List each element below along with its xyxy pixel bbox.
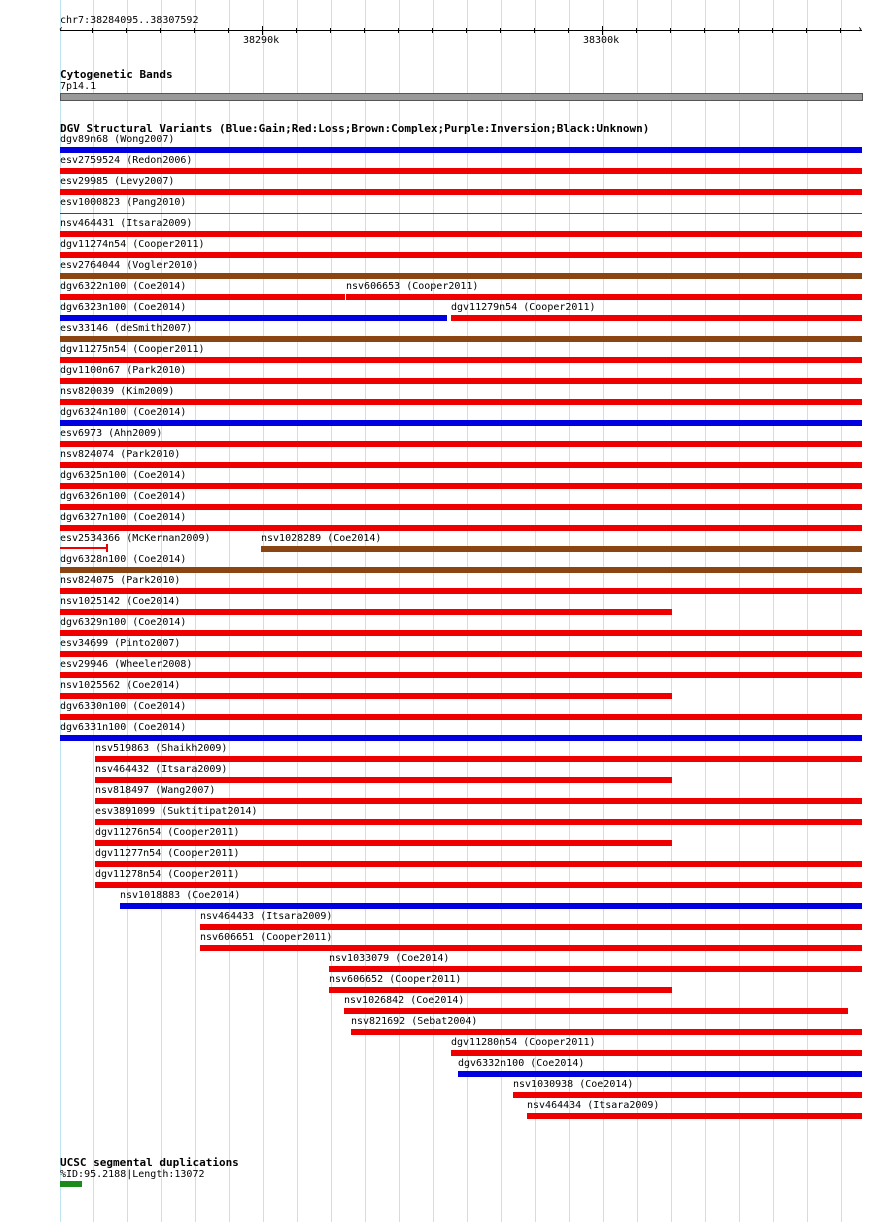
- sv-feature-label: nsv464433 (Itsara2009): [200, 911, 333, 922]
- ruler-minor-tick: [466, 28, 467, 33]
- sv-feature-bar[interactable]: [351, 1029, 862, 1035]
- sv-feature-label: dgv11275n54 (Cooper2011): [60, 344, 205, 355]
- sv-feature-label: esv33146 (deSmith2007): [60, 323, 193, 334]
- segdup-feature-bar[interactable]: [60, 1181, 82, 1187]
- sv-feature-label: esv6973 (Ahn2009): [60, 428, 163, 439]
- ruler-minor-tick: [126, 28, 127, 33]
- cytoband-bar[interactable]: [60, 93, 863, 101]
- sv-feature-bar[interactable]: [60, 420, 862, 426]
- sv-feature-label: dgv6328n100 (Coe2014): [60, 554, 187, 565]
- sv-feature-bar[interactable]: [458, 1071, 862, 1077]
- sv-feature-label: nsv606652 (Cooper2011): [329, 974, 462, 985]
- sv-feature-label: nsv818497 (Wang2007): [95, 785, 216, 796]
- sv-feature-bar[interactable]: [95, 819, 862, 825]
- sv-feature-label: dgv11278n54 (Cooper2011): [95, 869, 240, 880]
- sv-feature-label: dgv6331n100 (Coe2014): [60, 722, 187, 733]
- ruler-minor-tick: [840, 28, 841, 33]
- grid-line: [705, 0, 706, 1222]
- sv-feature-bar[interactable]: [60, 462, 862, 468]
- ruler-left-arrow-icon: ‹: [58, 24, 65, 35]
- sv-feature-label: nsv1028289 (Coe2014): [261, 533, 382, 544]
- sv-feature-label: dgv11279n54 (Cooper2011): [451, 302, 596, 313]
- ruler-minor-tick: [636, 28, 637, 33]
- sv-feature-bar[interactable]: [346, 294, 862, 300]
- sv-feature-bar[interactable]: [60, 504, 862, 510]
- sv-feature-label: nsv824075 (Park2010): [60, 575, 181, 586]
- sv-feature-label: dgv6325n100 (Coe2014): [60, 470, 187, 481]
- sv-feature-bar[interactable]: [95, 798, 862, 804]
- sv-feature-label: dgv6324n100 (Coe2014): [60, 407, 187, 418]
- sv-feature-bar[interactable]: [60, 231, 862, 237]
- ruler-minor-tick: [228, 28, 229, 33]
- sv-feature-bar[interactable]: [60, 630, 862, 636]
- sv-feature-bar[interactable]: [60, 399, 862, 405]
- sv-feature-label: nsv1018883 (Coe2014): [120, 890, 241, 901]
- sv-feature-label: nsv1025562 (Coe2014): [60, 680, 181, 691]
- sv-feature-label: esv2764044 (Vogler2010): [60, 260, 199, 271]
- ruler-minor-tick: [534, 28, 535, 33]
- sv-feature-bar[interactable]: [60, 588, 862, 594]
- sv-feature-bar[interactable]: [60, 252, 862, 258]
- sv-feature-bar[interactable]: [200, 945, 862, 951]
- ruler-tick-label-38300k: 38300k: [583, 35, 620, 46]
- sv-feature-bar[interactable]: [60, 609, 672, 615]
- ruler-major-tick: [602, 26, 603, 35]
- sv-feature-bar[interactable]: [60, 273, 862, 279]
- position-label: chr7:38284095..38307592: [60, 15, 199, 26]
- sv-feature-bar[interactable]: [120, 903, 862, 909]
- sv-feature-bar[interactable]: [60, 567, 862, 573]
- sv-feature-bar[interactable]: [95, 861, 862, 867]
- grid-line: [739, 0, 740, 1222]
- sv-feature-bar[interactable]: [60, 336, 862, 342]
- sv-feature-label: esv2534366 (McKernan2009): [60, 533, 211, 544]
- ruler-minor-tick: [160, 28, 161, 33]
- sv-feature-label: nsv1025142 (Coe2014): [60, 596, 181, 607]
- sv-feature-bar[interactable]: [60, 294, 345, 300]
- ruler-minor-tick: [398, 28, 399, 33]
- sv-feature-label: nsv464431 (Itsara2009): [60, 218, 193, 229]
- sv-feature-label: dgv11280n54 (Cooper2011): [451, 1037, 596, 1048]
- ruler-right-arrow-icon: ›: [857, 24, 864, 35]
- grid-line: [841, 0, 842, 1222]
- sv-feature-end-marker: [106, 544, 108, 552]
- segdup-track-title[interactable]: UCSC segmental duplications: [60, 1156, 239, 1169]
- cytoband-track-title[interactable]: Cytogenetic Bands: [60, 68, 173, 81]
- sv-feature-label: nsv1033079 (Coe2014): [329, 953, 450, 964]
- sv-feature-label: dgv1100n67 (Park2010): [60, 365, 187, 376]
- ruler-minor-tick: [568, 28, 569, 33]
- sv-feature-label: nsv1026842 (Coe2014): [344, 995, 465, 1006]
- sv-feature-bar[interactable]: [60, 483, 862, 489]
- sv-feature-label: nsv606653 (Cooper2011): [346, 281, 479, 292]
- sv-feature-bar[interactable]: [60, 378, 862, 384]
- sv-feature-bar[interactable]: [200, 924, 862, 930]
- sv-feature-label: dgv6329n100 (Coe2014): [60, 617, 187, 628]
- sv-feature-label: esv29946 (Wheeler2008): [60, 659, 193, 670]
- segdup-feature-label: %ID:95.2188|Length:13072: [60, 1169, 205, 1180]
- sv-feature-label: dgv6327n100 (Coe2014): [60, 512, 187, 523]
- sv-feature-bar[interactable]: [60, 357, 862, 363]
- sv-feature-label: dgv11274n54 (Cooper2011): [60, 239, 205, 250]
- sv-feature-bar[interactable]: [527, 1113, 862, 1119]
- sv-feature-bar[interactable]: [95, 840, 672, 846]
- sv-feature-bar[interactable]: [513, 1092, 862, 1098]
- ruler-minor-tick: [194, 28, 195, 33]
- cytoband-label: 7p14.1: [60, 81, 97, 92]
- sv-feature-label: esv3891099 (Suktitipat2014): [95, 806, 258, 817]
- ruler-minor-tick: [330, 28, 331, 33]
- dgv-track-title[interactable]: DGV Structural Variants (Blue:Gain;Red:Loss;Brown:Complex;Purple:Inversion;Black:Unknown): [60, 122, 650, 135]
- sv-feature-bar[interactable]: [329, 987, 672, 993]
- ruler-minor-tick: [432, 28, 433, 33]
- sv-feature-bar[interactable]: [60, 651, 862, 657]
- sv-feature-label: nsv824074 (Park2010): [60, 449, 181, 460]
- ruler-minor-tick: [704, 28, 705, 33]
- sv-feature-bar[interactable]: [95, 777, 672, 783]
- sv-feature-label: dgv89n68 (Wong2007): [60, 134, 175, 145]
- sv-feature-label: dgv6323n100 (Coe2014): [60, 302, 187, 313]
- sv-feature-label: esv1000823 (Pang2010): [60, 197, 187, 208]
- sv-feature-label: esv34699 (Pinto2007): [60, 638, 181, 649]
- sv-feature-bar[interactable]: [60, 525, 862, 531]
- sv-feature-bar[interactable]: [60, 213, 862, 214]
- ruler-minor-tick: [500, 28, 501, 33]
- sv-feature-label: nsv519863 (Shaikh2009): [95, 743, 228, 754]
- sv-feature-label: esv29985 (Levy2007): [60, 176, 175, 187]
- sv-feature-bar[interactable]: [344, 1008, 848, 1014]
- ruler-minor-tick: [296, 28, 297, 33]
- ruler-tick-label-38290k: 38290k: [243, 35, 280, 46]
- sv-feature-label: dgv6332n100 (Coe2014): [458, 1058, 585, 1069]
- sv-feature-bar[interactable]: [329, 966, 862, 972]
- sv-feature-bar[interactable]: [60, 672, 862, 678]
- sv-feature-bar[interactable]: [60, 714, 862, 720]
- ruler-minor-tick: [670, 28, 671, 33]
- grid-line: [773, 0, 774, 1222]
- sv-feature-label: dgv6322n100 (Coe2014): [60, 281, 187, 292]
- sv-feature-label: dgv11277n54 (Cooper2011): [95, 848, 240, 859]
- sv-feature-bar[interactable]: [60, 735, 862, 741]
- sv-feature-bar[interactable]: [60, 168, 862, 174]
- sv-feature-bar[interactable]: [60, 147, 862, 153]
- sv-feature-label: esv2759524 (Redon2006): [60, 155, 193, 166]
- sv-feature-bar[interactable]: [60, 189, 862, 195]
- sv-feature-label: nsv821692 (Sebat2004): [351, 1016, 478, 1027]
- sv-feature-label: nsv820039 (Kim2009): [60, 386, 175, 397]
- sv-feature-bar[interactable]: [261, 546, 862, 552]
- sv-feature-label: nsv1030938 (Coe2014): [513, 1079, 634, 1090]
- sv-feature-label: dgv6326n100 (Coe2014): [60, 491, 187, 502]
- sv-feature-bar[interactable]: [95, 756, 862, 762]
- sv-feature-bar[interactable]: [60, 547, 107, 549]
- sv-feature-label: nsv464434 (Itsara2009): [527, 1100, 660, 1111]
- ruler-minor-tick: [738, 28, 739, 33]
- sv-feature-bar[interactable]: [451, 315, 862, 321]
- sv-feature-bar[interactable]: [95, 882, 862, 888]
- sv-feature-label: dgv6330n100 (Coe2014): [60, 701, 187, 712]
- ruler-minor-tick: [364, 28, 365, 33]
- ruler-minor-tick: [92, 28, 93, 33]
- sv-feature-label: nsv464432 (Itsara2009): [95, 764, 228, 775]
- sv-feature-bar[interactable]: [451, 1050, 862, 1056]
- ruler-major-tick: [262, 26, 263, 35]
- sv-feature-bar[interactable]: [60, 693, 672, 699]
- grid-line: [807, 0, 808, 1222]
- sv-feature-label: nsv606651 (Cooper2011): [200, 932, 333, 943]
- sv-feature-bar[interactable]: [60, 441, 862, 447]
- ruler-minor-tick: [806, 28, 807, 33]
- sv-feature-bar[interactable]: [60, 315, 447, 321]
- ruler-minor-tick: [772, 28, 773, 33]
- sv-feature-label: dgv11276n54 (Cooper2011): [95, 827, 240, 838]
- ruler-line: [60, 30, 862, 31]
